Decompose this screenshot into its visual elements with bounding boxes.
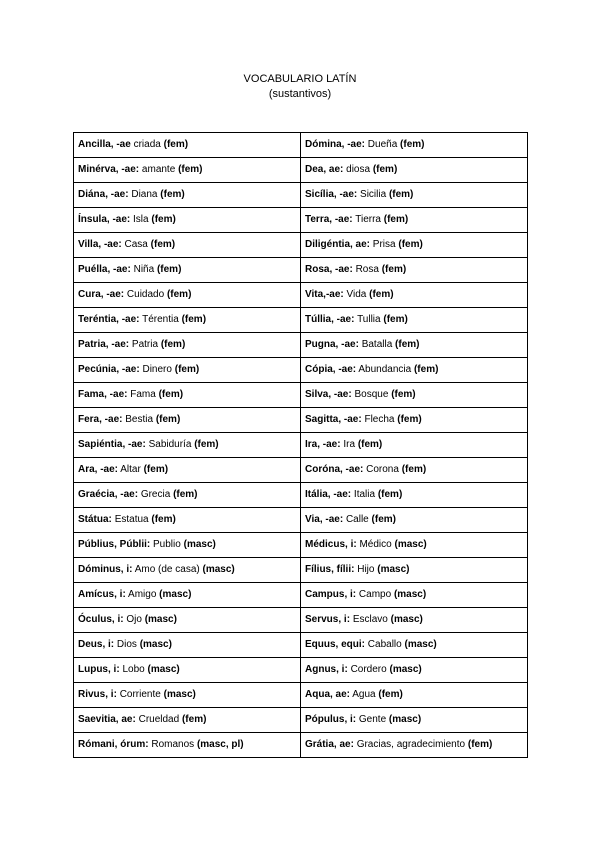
gender-label: (fem) bbox=[388, 189, 414, 200]
gender-label: (fem) bbox=[151, 214, 176, 225]
spanish-translation: Fama bbox=[130, 389, 156, 400]
gender-label: (fem) bbox=[395, 339, 420, 350]
latin-term: Túllia, -ae: bbox=[305, 314, 355, 325]
latin-term: Sicília, -ae: bbox=[305, 189, 358, 200]
table-cell-left bbox=[74, 308, 301, 333]
table-row bbox=[74, 433, 528, 458]
gender-label: (fem) bbox=[467, 739, 493, 750]
latin-term: Públius, Públii: bbox=[78, 539, 151, 550]
gender-label: (fem) bbox=[377, 489, 403, 500]
gender-label: (fem) bbox=[383, 214, 409, 225]
spanish-translation: Italia bbox=[353, 489, 376, 500]
table-cell-left bbox=[74, 533, 301, 558]
spanish-translation: criada bbox=[133, 139, 161, 150]
table-cell-left bbox=[74, 358, 301, 383]
latin-term: Fílius, fílii: bbox=[305, 564, 355, 575]
table-cell-right bbox=[301, 183, 528, 208]
table-cell-left bbox=[74, 508, 301, 533]
table-row bbox=[74, 158, 528, 183]
latin-term: Silva, -ae: bbox=[305, 389, 352, 400]
table-row bbox=[74, 558, 528, 583]
gender-label: (fem) bbox=[174, 364, 200, 375]
gender-label: (fem) bbox=[397, 414, 422, 425]
table-cell-left bbox=[74, 458, 301, 483]
gender-label: (fem) bbox=[401, 464, 427, 475]
gender-label: (fem) bbox=[155, 414, 181, 425]
gender-label: (fem) bbox=[398, 239, 423, 250]
spanish-translation: Batalla bbox=[361, 339, 393, 350]
table-cell-right bbox=[301, 558, 528, 583]
table-cell-right bbox=[301, 233, 528, 258]
table-cell-right bbox=[301, 733, 528, 758]
table-row bbox=[74, 533, 528, 558]
document-header bbox=[0, 72, 600, 102]
latin-term: Campus, i: bbox=[305, 589, 357, 600]
table-cell-left bbox=[74, 733, 301, 758]
spanish-translation: Dinero bbox=[142, 364, 172, 375]
latin-term: Dea, ae: bbox=[305, 164, 344, 175]
gender-label: (fem) bbox=[372, 164, 398, 175]
latin-term: Patria, -ae: bbox=[78, 339, 130, 350]
table-cell-right bbox=[301, 433, 528, 458]
latin-term: Vita,-ae: bbox=[305, 289, 344, 300]
table-cell-left bbox=[74, 233, 301, 258]
table-cell-left bbox=[74, 408, 301, 433]
table-row bbox=[74, 133, 528, 158]
spanish-translation: Gracias, agradecimiento bbox=[356, 739, 466, 750]
spanish-translation: Dueña bbox=[367, 139, 398, 150]
spanish-translation: Diana bbox=[131, 189, 158, 200]
table-cell-left bbox=[74, 283, 301, 308]
table-row bbox=[74, 483, 528, 508]
table-row bbox=[74, 383, 528, 408]
latin-term: Ancilla, -ae bbox=[78, 139, 131, 150]
table-cell-right bbox=[301, 358, 528, 383]
spanish-translation: Hijo bbox=[357, 564, 375, 575]
table-cell-left bbox=[74, 158, 301, 183]
spanish-translation: Estatua bbox=[114, 514, 149, 525]
latin-term: Ira, -ae: bbox=[305, 439, 341, 450]
table-cell-left bbox=[74, 633, 301, 658]
gender-label: (fem) bbox=[178, 164, 203, 175]
gender-label: (fem) bbox=[369, 289, 394, 300]
table-row bbox=[74, 283, 528, 308]
table-row bbox=[74, 183, 528, 208]
gender-label: (masc) bbox=[404, 639, 437, 650]
table-row bbox=[74, 208, 528, 233]
spanish-translation: Amo (de casa) bbox=[134, 564, 200, 575]
latin-term: Puélla, -ae: bbox=[78, 264, 131, 275]
latin-term: Servus, i: bbox=[305, 614, 351, 625]
spanish-translation: Tierra bbox=[355, 214, 381, 225]
latin-term: Terra, -ae: bbox=[305, 214, 353, 225]
spanish-translation: Crueldad bbox=[138, 714, 180, 725]
latin-term: Aqua, ae: bbox=[305, 689, 351, 700]
gender-label: (fem) bbox=[173, 489, 198, 500]
latin-term: Minérva, -ae: bbox=[78, 164, 140, 175]
latin-term: Cura, -ae: bbox=[78, 289, 125, 300]
gender-label: (fem) bbox=[413, 364, 439, 375]
spanish-translation: Prisa bbox=[372, 239, 396, 250]
table-cell-right bbox=[301, 408, 528, 433]
spanish-translation: Esclavo bbox=[352, 614, 388, 625]
latin-term: Sapiéntia, -ae: bbox=[78, 439, 146, 450]
spanish-translation: Corriente bbox=[119, 689, 161, 700]
spanish-translation: amante bbox=[141, 164, 176, 175]
spanish-translation: Patria bbox=[131, 339, 159, 350]
table-cell-right bbox=[301, 208, 528, 233]
table-cell-left bbox=[74, 658, 301, 683]
table-cell-left bbox=[74, 683, 301, 708]
spanish-translation: Caballo bbox=[367, 639, 402, 650]
table-cell-left bbox=[74, 183, 301, 208]
gender-label: (masc) bbox=[144, 614, 177, 625]
spanish-translation: diosa bbox=[346, 164, 371, 175]
gender-label: (fem) bbox=[383, 314, 408, 325]
table-row bbox=[74, 658, 528, 683]
table-row bbox=[74, 408, 528, 433]
table-cell-left bbox=[74, 558, 301, 583]
table-row bbox=[74, 233, 528, 258]
latin-term: Pópulus, i: bbox=[305, 714, 357, 725]
spanish-translation: Cordero bbox=[350, 664, 387, 675]
spanish-translation: Bestia bbox=[125, 414, 154, 425]
table-cell-left bbox=[74, 333, 301, 358]
table-cell-right bbox=[301, 458, 528, 483]
spanish-translation: Sabiduría bbox=[148, 439, 192, 450]
spanish-translation: Rosa bbox=[355, 264, 379, 275]
gender-label: (masc) bbox=[202, 564, 235, 575]
latin-term: Via, -ae: bbox=[305, 514, 344, 525]
spanish-translation: Ojo bbox=[126, 614, 142, 625]
table-row bbox=[74, 733, 528, 758]
latin-term: Amícus, i: bbox=[78, 589, 126, 600]
gender-label: (masc) bbox=[390, 614, 423, 625]
table-row bbox=[74, 333, 528, 358]
gender-label: (fem) bbox=[156, 264, 182, 275]
latin-term: Státua: bbox=[78, 514, 112, 525]
gender-label: (fem) bbox=[160, 189, 185, 200]
latin-term: Pecúnia, -ae: bbox=[78, 364, 140, 375]
table-row bbox=[74, 583, 528, 608]
spanish-translation: Dios bbox=[116, 639, 137, 650]
vocabulary-table bbox=[73, 132, 528, 758]
table-cell-left bbox=[74, 608, 301, 633]
spanish-translation: Amigo bbox=[128, 589, 157, 600]
table-row bbox=[74, 508, 528, 533]
latin-term: Diána, -ae: bbox=[78, 189, 129, 200]
latin-term: Graécia, -ae: bbox=[78, 489, 139, 500]
gender-label: (fem) bbox=[400, 139, 425, 150]
spanish-translation: Térentia bbox=[142, 314, 179, 325]
spanish-translation: Campo bbox=[358, 589, 392, 600]
gender-label: (masc) bbox=[389, 664, 422, 675]
table-cell-left bbox=[74, 258, 301, 283]
gender-label: (fem) bbox=[194, 439, 219, 450]
gender-label: (masc) bbox=[393, 589, 427, 600]
gender-label: (masc, pl) bbox=[196, 739, 244, 750]
latin-term: Itália, -ae: bbox=[305, 489, 352, 500]
gender-label: (masc) bbox=[394, 539, 427, 550]
table-cell-right bbox=[301, 158, 528, 183]
table-cell-right bbox=[301, 533, 528, 558]
table-cell-left bbox=[74, 133, 301, 158]
spanish-translation: Flecha bbox=[364, 414, 395, 425]
gender-label: (fem) bbox=[181, 314, 207, 325]
latin-term: Rivus, i: bbox=[78, 689, 117, 700]
table-row bbox=[74, 608, 528, 633]
latin-term: Rosa, -ae: bbox=[305, 264, 353, 275]
latin-term: Sagitta, -ae: bbox=[305, 414, 362, 425]
table-cell-right bbox=[301, 283, 528, 308]
gender-label: (fem) bbox=[150, 239, 176, 250]
spanish-translation: Publio bbox=[153, 539, 181, 550]
gender-label: (fem) bbox=[181, 714, 207, 725]
gender-label: (fem) bbox=[158, 389, 184, 400]
table-row bbox=[74, 633, 528, 658]
spanish-translation: Abundancia bbox=[358, 364, 412, 375]
table-cell-right bbox=[301, 483, 528, 508]
gender-label: (masc) bbox=[139, 639, 172, 650]
table-cell-right bbox=[301, 383, 528, 408]
spanish-translation: Romanos bbox=[151, 739, 195, 750]
gender-label: (masc) bbox=[163, 689, 196, 700]
gender-label: (fem) bbox=[357, 439, 383, 450]
spanish-translation: Altar bbox=[120, 464, 141, 475]
latin-term: Pugna, -ae: bbox=[305, 339, 359, 350]
spanish-translation: Tullia bbox=[357, 314, 381, 325]
latin-term: Diligéntia, ae: bbox=[305, 239, 371, 250]
table-cell-right bbox=[301, 658, 528, 683]
table-cell-left bbox=[74, 383, 301, 408]
gender-label: (masc) bbox=[388, 714, 422, 725]
latin-term: Ínsula, -ae: bbox=[78, 214, 131, 225]
gender-label: (fem) bbox=[143, 464, 169, 475]
latin-term: Fama, -ae: bbox=[78, 389, 128, 400]
gender-label: (fem) bbox=[163, 139, 189, 150]
spanish-translation: Calle bbox=[345, 514, 369, 525]
gender-label: (fem) bbox=[378, 689, 403, 700]
gender-label: (masc) bbox=[183, 539, 216, 550]
latin-term: Óculus, i: bbox=[78, 614, 124, 625]
table-row bbox=[74, 708, 528, 733]
spanish-translation: Grecia bbox=[140, 489, 171, 500]
spanish-translation: Isla bbox=[133, 214, 149, 225]
spanish-translation: Corona bbox=[366, 464, 399, 475]
table-cell-right bbox=[301, 258, 528, 283]
spanish-translation: Gente bbox=[358, 714, 387, 725]
table-cell-right bbox=[301, 508, 528, 533]
spanish-translation: Médico bbox=[359, 539, 392, 550]
spanish-translation: Sicilia bbox=[360, 189, 387, 200]
gender-label: (fem) bbox=[166, 289, 192, 300]
table-row bbox=[74, 358, 528, 383]
table-row bbox=[74, 683, 528, 708]
latin-term: Cópia, -ae: bbox=[305, 364, 357, 375]
latin-term: Ara, -ae: bbox=[78, 464, 119, 475]
table-cell-right bbox=[301, 708, 528, 733]
spanish-translation: Lobo bbox=[122, 664, 145, 675]
latin-term: Fera, -ae: bbox=[78, 414, 123, 425]
table-row bbox=[74, 308, 528, 333]
table-cell-right bbox=[301, 333, 528, 358]
latin-term: Grátia, ae: bbox=[305, 739, 354, 750]
vocabulary-table-body bbox=[74, 133, 528, 758]
latin-term: Médicus, i: bbox=[305, 539, 357, 550]
gender-label: (fem) bbox=[151, 514, 176, 525]
table-cell-left bbox=[74, 583, 301, 608]
spanish-translation: Vida bbox=[346, 289, 367, 300]
latin-term: Coróna, -ae: bbox=[305, 464, 364, 475]
table-row bbox=[74, 258, 528, 283]
table-cell-left bbox=[74, 483, 301, 508]
latin-term: Dómina, -ae: bbox=[305, 139, 366, 150]
gender-label: (masc) bbox=[159, 589, 192, 600]
gender-label: (fem) bbox=[391, 389, 416, 400]
spanish-translation: Casa bbox=[124, 239, 148, 250]
table-cell-right bbox=[301, 608, 528, 633]
gender-label: (fem) bbox=[371, 514, 396, 525]
spanish-translation: Cuidado bbox=[126, 289, 165, 300]
gender-label: (fem) bbox=[160, 339, 186, 350]
latin-term: Lupus, i: bbox=[78, 664, 120, 675]
document-title: VOCABULARIO LATÍN bbox=[243, 73, 357, 85]
gender-label: (masc) bbox=[147, 664, 180, 675]
table-cell-right bbox=[301, 633, 528, 658]
table-cell-left bbox=[74, 433, 301, 458]
latin-term: Deus, i: bbox=[78, 639, 115, 650]
latin-term: Agnus, i: bbox=[305, 664, 348, 675]
spanish-translation: Niña bbox=[133, 264, 155, 275]
table-cell-left bbox=[74, 208, 301, 233]
latin-term: Rómani, órum: bbox=[78, 739, 149, 750]
table-row bbox=[74, 458, 528, 483]
spanish-translation: Ira bbox=[343, 439, 356, 450]
latin-term: Dóminus, i: bbox=[78, 564, 133, 575]
latin-term: Equus, equi: bbox=[305, 639, 365, 650]
latin-term: Saevitia, ae: bbox=[78, 714, 136, 725]
gender-label: (fem) bbox=[381, 264, 407, 275]
table-cell-right bbox=[301, 683, 528, 708]
document-subtitle: (sustantivos) bbox=[268, 88, 332, 100]
spanish-translation: Agua bbox=[352, 689, 376, 700]
table-cell-right bbox=[301, 133, 528, 158]
spanish-translation: Bosque bbox=[354, 389, 389, 400]
table-cell-right bbox=[301, 583, 528, 608]
gender-label: (masc) bbox=[377, 564, 410, 575]
table-cell-right bbox=[301, 308, 528, 333]
table-cell-left bbox=[74, 708, 301, 733]
latin-term: Villa, -ae: bbox=[78, 239, 122, 250]
latin-term: Teréntia, -ae: bbox=[78, 314, 140, 325]
